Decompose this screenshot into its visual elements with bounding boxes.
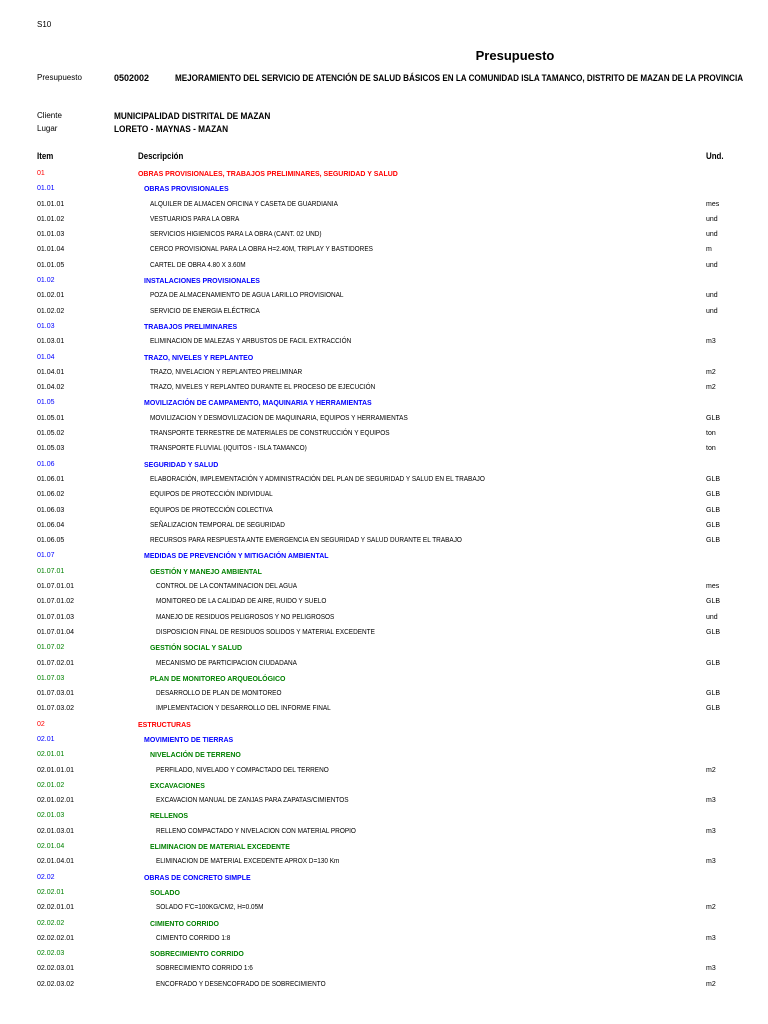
row-unit: m3 (706, 934, 716, 942)
row-item-code: 01.06.01 (37, 475, 65, 483)
row-unit: m (706, 246, 712, 254)
row-description: CONTROL DE LA CONTAMINACION DEL AGUA (156, 583, 298, 591)
row-description: MOVIMIENTO DE TIERRAS (144, 734, 234, 744)
row-unit: GLB (706, 475, 721, 483)
row-description: EQUIPOS DE PROTECCIÓN INDIVIDUAL (150, 491, 273, 499)
column-header-item: Item (37, 151, 54, 161)
lugar-label: Lugar (37, 124, 58, 133)
row-item-code: 02.02.01.01 (37, 904, 74, 912)
row-description: TRAZO, NIVELACION Y REPLANTEO PRELIMINAR (150, 368, 303, 376)
row-description: MOVILIZACIÓN DE CAMPAMENTO, MAQUINARIA Y HERRAMIENTAS (144, 398, 372, 408)
row-item-code: 02.02.03.02 (37, 980, 74, 988)
row-description: RECURSOS PARA RESPUESTA ANTE EMERGENCIA EN SEGURIDAD Y SALUD DURANTE EL TRABAJO (150, 537, 462, 545)
row-item-code: 01.07.01.02 (37, 598, 74, 606)
lugar-value: LORETO - MAYNAS - MAZAN (114, 124, 229, 134)
table-row (0, 533, 768, 548)
row-item-code: 02.02.03 (37, 950, 65, 958)
row-description: CIMIENTO CORRIDO 1:8 (156, 934, 231, 942)
presupuesto-description: MEJORAMIENTO DEL SERVICIO DE ATENCIÓN DE SALUD BÁSICOS EN LA COMUNIDAD ISLA TAMANCO, DISTRITO DE MAZAN DE LA PROVINCIA (175, 73, 744, 83)
row-item-code: 01.07.03.02 (37, 705, 74, 713)
row-item-code: 01.07.01.04 (37, 628, 74, 636)
table-row (0, 808, 768, 823)
table-row (0, 579, 768, 594)
row-item-code: 01.01.05 (37, 261, 65, 269)
table-row (0, 334, 768, 349)
row-description: RELLENO COMPACTADO Y NIVELACION CON MATERIAL PROPIO (156, 827, 356, 835)
row-item-code: 01.07.03 (37, 674, 65, 682)
row-description: ESTRUCTURAS (138, 719, 191, 729)
row-description: NIVELACIÓN DE TERRENO (150, 750, 241, 760)
table-row (0, 273, 768, 288)
row-item-code: 01.05.02 (37, 430, 65, 438)
row-unit: GLB (706, 705, 721, 713)
row-item-code: 02.01.04 (37, 843, 65, 851)
row-description: DISPOSICION FINAL DE RESIDUOS SOLIDOS Y MATERIAL EXCEDENTE (156, 628, 375, 636)
row-description: TRAZO, NIVELES Y REPLANTEO DURANTE EL PROCESO DE EJECUCIÓN (150, 384, 376, 392)
row-description: CIMIENTO CORRIDO (150, 918, 219, 928)
row-unit: m2 (706, 368, 716, 376)
table-row (0, 258, 768, 273)
row-description: SOBRECIMIENTO CORRIDO (150, 949, 244, 959)
row-item-code: 01.01.04 (37, 246, 65, 254)
row-item-code: 01.07.02 (37, 644, 65, 652)
row-description: INSTALACIONES PROVISIONALES (144, 276, 260, 286)
row-unit: GLB (706, 414, 721, 422)
row-item-code: 01.06.03 (37, 506, 65, 514)
column-header-descripcion: Descripción (138, 151, 184, 161)
row-unit: und (706, 215, 718, 223)
table-row (0, 319, 768, 334)
report-code: S10 (37, 20, 52, 29)
row-description: MONITOREO DE LA CALIDAD DE AIRE, RUIDO Y SUELO (156, 598, 327, 606)
row-item-code: 01.03 (37, 322, 55, 330)
row-item-code: 02.01.03 (37, 812, 65, 820)
table-row (0, 411, 768, 426)
table-row (0, 487, 768, 502)
row-item-code: 01.02 (37, 277, 55, 285)
row-unit: ton (706, 445, 716, 453)
table-row (0, 732, 768, 747)
table-row (0, 395, 768, 410)
row-description: SEÑALIZACION TEMPORAL DE SEGURIDAD (150, 521, 285, 529)
table-row (0, 457, 768, 472)
row-description: MEDIDAS DE PREVENCIÓN Y MITIGACIÓN AMBIENTAL (144, 551, 329, 561)
row-description: TRANSPORTE TERRESTRE DE MATERIALES DE CONSTRUCCIÓN Y EQUIPOS (150, 430, 390, 438)
row-description: MOVILIZACION Y DESMOVILIZACION DE MAQUINARIA, EQUIPOS Y HERRAMIENTAS (150, 414, 408, 422)
table-row (0, 365, 768, 380)
row-unit: GLB (706, 690, 721, 698)
row-item-code: 02.01 (37, 735, 55, 743)
row-unit: GLB (706, 659, 721, 667)
table-row (0, 763, 768, 778)
column-header-und: Und. (706, 151, 724, 161)
table-row (0, 916, 768, 931)
row-description: ELIMINACION DE MATERIAL EXCEDENTE APROX D=130 Km (156, 858, 340, 866)
row-description: SERVICIO DE ENERGIA ELÉCTRICA (150, 307, 260, 315)
table-row (0, 640, 768, 655)
table-row (0, 885, 768, 900)
table-row (0, 778, 768, 793)
row-item-code: 01 (37, 170, 45, 177)
table-row (0, 503, 768, 518)
table-row (0, 426, 768, 441)
row-description: EXCAVACION MANUAL DE ZANJAS PARA ZAPATAS/CIMIENTOS (156, 797, 349, 805)
row-description: MECANISMO DE PARTICIPACION CIUDADANA (156, 659, 297, 667)
table-row (0, 288, 768, 303)
row-item-code: 02.01.02.01 (37, 797, 74, 805)
row-unit: mes (706, 200, 720, 208)
table-row (0, 242, 768, 257)
row-unit: m2 (706, 904, 716, 912)
row-item-code: 01.05.01 (37, 414, 65, 422)
row-description: CERCO PROVISIONAL PARA LA OBRA H=2.40M, TRIPLAY Y BASTIDORES (150, 246, 373, 254)
row-description: ELABORACIÓN, IMPLEMENTACIÓN Y ADMINISTRACIÓN DEL PLAN DE SEGURIDAD Y SALUD EN EL TRABAJO (150, 475, 485, 483)
table-row (0, 518, 768, 533)
row-item-code: 01.01.02 (37, 215, 65, 223)
table-row (0, 793, 768, 808)
row-item-code: 01.02.02 (37, 307, 65, 315)
table-row (0, 610, 768, 625)
row-unit: und (706, 613, 718, 621)
row-item-code: 01.06 (37, 460, 55, 468)
row-description: OBRAS PROVISIONALES, TRABAJOS PRELIMINARES, SEGURIDAD Y SALUD (138, 169, 398, 178)
table-row (0, 931, 768, 946)
table-row (0, 197, 768, 212)
row-item-code: 02.02.02.01 (37, 934, 74, 942)
row-description: PERFILADO, NIVELADO Y COMPACTADO DEL TERRENO (156, 766, 329, 774)
row-item-code: 02.01.01.01 (37, 766, 74, 774)
row-unit: GLB (706, 491, 721, 499)
row-item-code: 01.07.01 (37, 567, 65, 575)
row-item-code: 02.02.01 (37, 888, 65, 896)
table-row (0, 824, 768, 839)
row-item-code: 01.07.02.01 (37, 659, 74, 667)
table-row (0, 594, 768, 609)
table-row (0, 304, 768, 319)
row-unit: GLB (706, 628, 721, 636)
table-row (0, 227, 768, 242)
row-description: TRAZO, NIVELES Y REPLANTEO (144, 352, 254, 362)
row-item-code: 01.06.04 (37, 521, 65, 529)
row-description: ELIMINACION DE MATERIAL EXCEDENTE (150, 842, 290, 852)
presupuesto-label: Presupuesto (37, 73, 82, 82)
row-description: OBRAS PROVISIONALES (144, 184, 229, 194)
budget-table-body (0, 166, 768, 992)
row-unit: m3 (706, 797, 716, 805)
table-row (0, 181, 768, 196)
table-row (0, 900, 768, 915)
row-item-code: 01.05.03 (37, 445, 65, 453)
row-unit: und (706, 307, 718, 315)
row-unit: m3 (706, 338, 716, 346)
row-unit: und (706, 292, 718, 300)
row-description: GESTIÓN SOCIAL Y SALUD (150, 643, 243, 653)
row-description: OBRAS DE CONCRETO SIMPLE (144, 872, 251, 882)
row-description: PLAN DE MONITOREO ARQUEOLÓGICO (150, 673, 286, 683)
row-description: SERVICIOS HIGIENICOS PARA LA OBRA (CANT. 02 UND) (150, 231, 322, 239)
row-item-code: 02.01.04.01 (37, 858, 74, 866)
row-item-code: 01.02.01 (37, 292, 65, 300)
row-description: TRABAJOS PRELIMINARES (144, 321, 238, 331)
row-unit: und (706, 231, 718, 239)
row-description: ELIMINACION DE MALEZAS Y ARBUSTOS DE FACIL EXTRACCIÓN (150, 338, 352, 346)
row-unit: m2 (706, 384, 716, 392)
row-description: EQUIPOS DE PROTECCIÓN COLECTIVA (150, 506, 273, 514)
table-row (0, 977, 768, 992)
row-description: POZA DE ALMACENAMIENTO DE AGUA LARILLO PROVISIONAL (150, 292, 344, 300)
table-row (0, 441, 768, 456)
table-row (0, 701, 768, 716)
row-description: SOBRECIMIENTO CORRIDO 1:6 (156, 965, 253, 973)
row-unit: GLB (706, 598, 721, 606)
row-unit: mes (706, 583, 720, 591)
table-row (0, 854, 768, 869)
row-item-code: 02 (37, 720, 45, 728)
row-description: ALQUILER DE ALMACEN OFICINA Y CASETA DE GUARDIANIA (150, 200, 338, 208)
page-title: Presupuesto (475, 48, 555, 63)
row-description: SEGURIDAD Y SALUD (144, 459, 219, 469)
row-item-code: 02.01.02 (37, 781, 65, 789)
table-row (0, 350, 768, 365)
row-description: GESTIÓN Y MANEJO AMBIENTAL (150, 566, 262, 576)
table-row (0, 656, 768, 671)
table-row (0, 946, 768, 961)
row-item-code: 01.03.01 (37, 338, 65, 346)
row-description: RELLENOS (150, 811, 189, 821)
row-unit: m3 (706, 827, 716, 835)
row-item-code: 01.01 (37, 185, 55, 193)
table-row (0, 166, 768, 181)
row-item-code: 02.02 (37, 873, 55, 881)
row-item-code: 01.07.01.03 (37, 613, 74, 621)
row-item-code: 01.04.02 (37, 384, 65, 392)
row-unit: m3 (706, 965, 716, 973)
row-unit: ton (706, 430, 716, 438)
row-description: ENCOFRADO Y DESENCOFRADO DE SOBRECIMIENTO (156, 980, 326, 988)
row-description: DESARROLLO DE PLAN DE MONITOREO (156, 690, 282, 698)
row-item-code: 01.06.05 (37, 537, 65, 545)
row-item-code: 01.07.01.01 (37, 583, 74, 591)
row-item-code: 01.07.03.01 (37, 690, 74, 698)
row-item-code: 02.02.02 (37, 919, 65, 927)
row-item-code: 02.02.03.01 (37, 965, 74, 973)
row-description: TRANSPORTE FLUVIAL (IQUITOS - ISLA TAMANCO) (150, 445, 307, 453)
table-row (0, 747, 768, 762)
row-description: IMPLEMENTACION Y DESARROLLO DEL INFORME FINAL (156, 705, 331, 713)
table-row (0, 625, 768, 640)
row-description: SOLADO F'C=100KG/CM2, H=0.05M (156, 904, 264, 912)
row-unit: GLB (706, 506, 721, 514)
table-row (0, 472, 768, 487)
row-item-code: 01.04 (37, 353, 55, 361)
row-item-code: 02.01.03.01 (37, 827, 74, 835)
cliente-label: Cliente (37, 111, 62, 120)
table-row (0, 961, 768, 976)
row-item-code: 01.01.01 (37, 200, 65, 208)
row-item-code: 01.05 (37, 399, 55, 407)
row-unit: m2 (706, 766, 716, 774)
table-row (0, 548, 768, 563)
row-description: SOLADO (150, 887, 180, 897)
row-unit: m2 (706, 980, 716, 988)
table-row (0, 686, 768, 701)
row-description: MANEJO DE RESIDUOS PELIGROSOS Y NO PELIGROSOS (156, 613, 335, 621)
row-unit: m3 (706, 858, 716, 866)
row-description: CARTEL DE OBRA 4.80 X 3.60M (150, 261, 246, 269)
table-row (0, 671, 768, 686)
row-item-code: 01.07 (37, 552, 55, 560)
presupuesto-code: 0502002 (114, 73, 150, 83)
table-row (0, 839, 768, 854)
row-description: EXCAVACIONES (150, 780, 205, 790)
row-unit: GLB (706, 521, 721, 529)
table-row (0, 870, 768, 885)
row-unit: GLB (706, 537, 721, 545)
cliente-value: MUNICIPALIDAD DISTRITAL DE MAZAN (114, 111, 271, 121)
row-item-code: 01.01.03 (37, 231, 65, 239)
row-item-code: 02.01.01 (37, 751, 65, 759)
table-row (0, 717, 768, 732)
table-row (0, 380, 768, 395)
row-unit: und (706, 261, 718, 269)
row-item-code: 01.06.02 (37, 491, 65, 499)
table-row (0, 564, 768, 579)
row-item-code: 01.04.01 (37, 368, 65, 376)
row-description: VESTUARIOS PARA LA OBRA (150, 215, 240, 223)
table-row (0, 212, 768, 227)
